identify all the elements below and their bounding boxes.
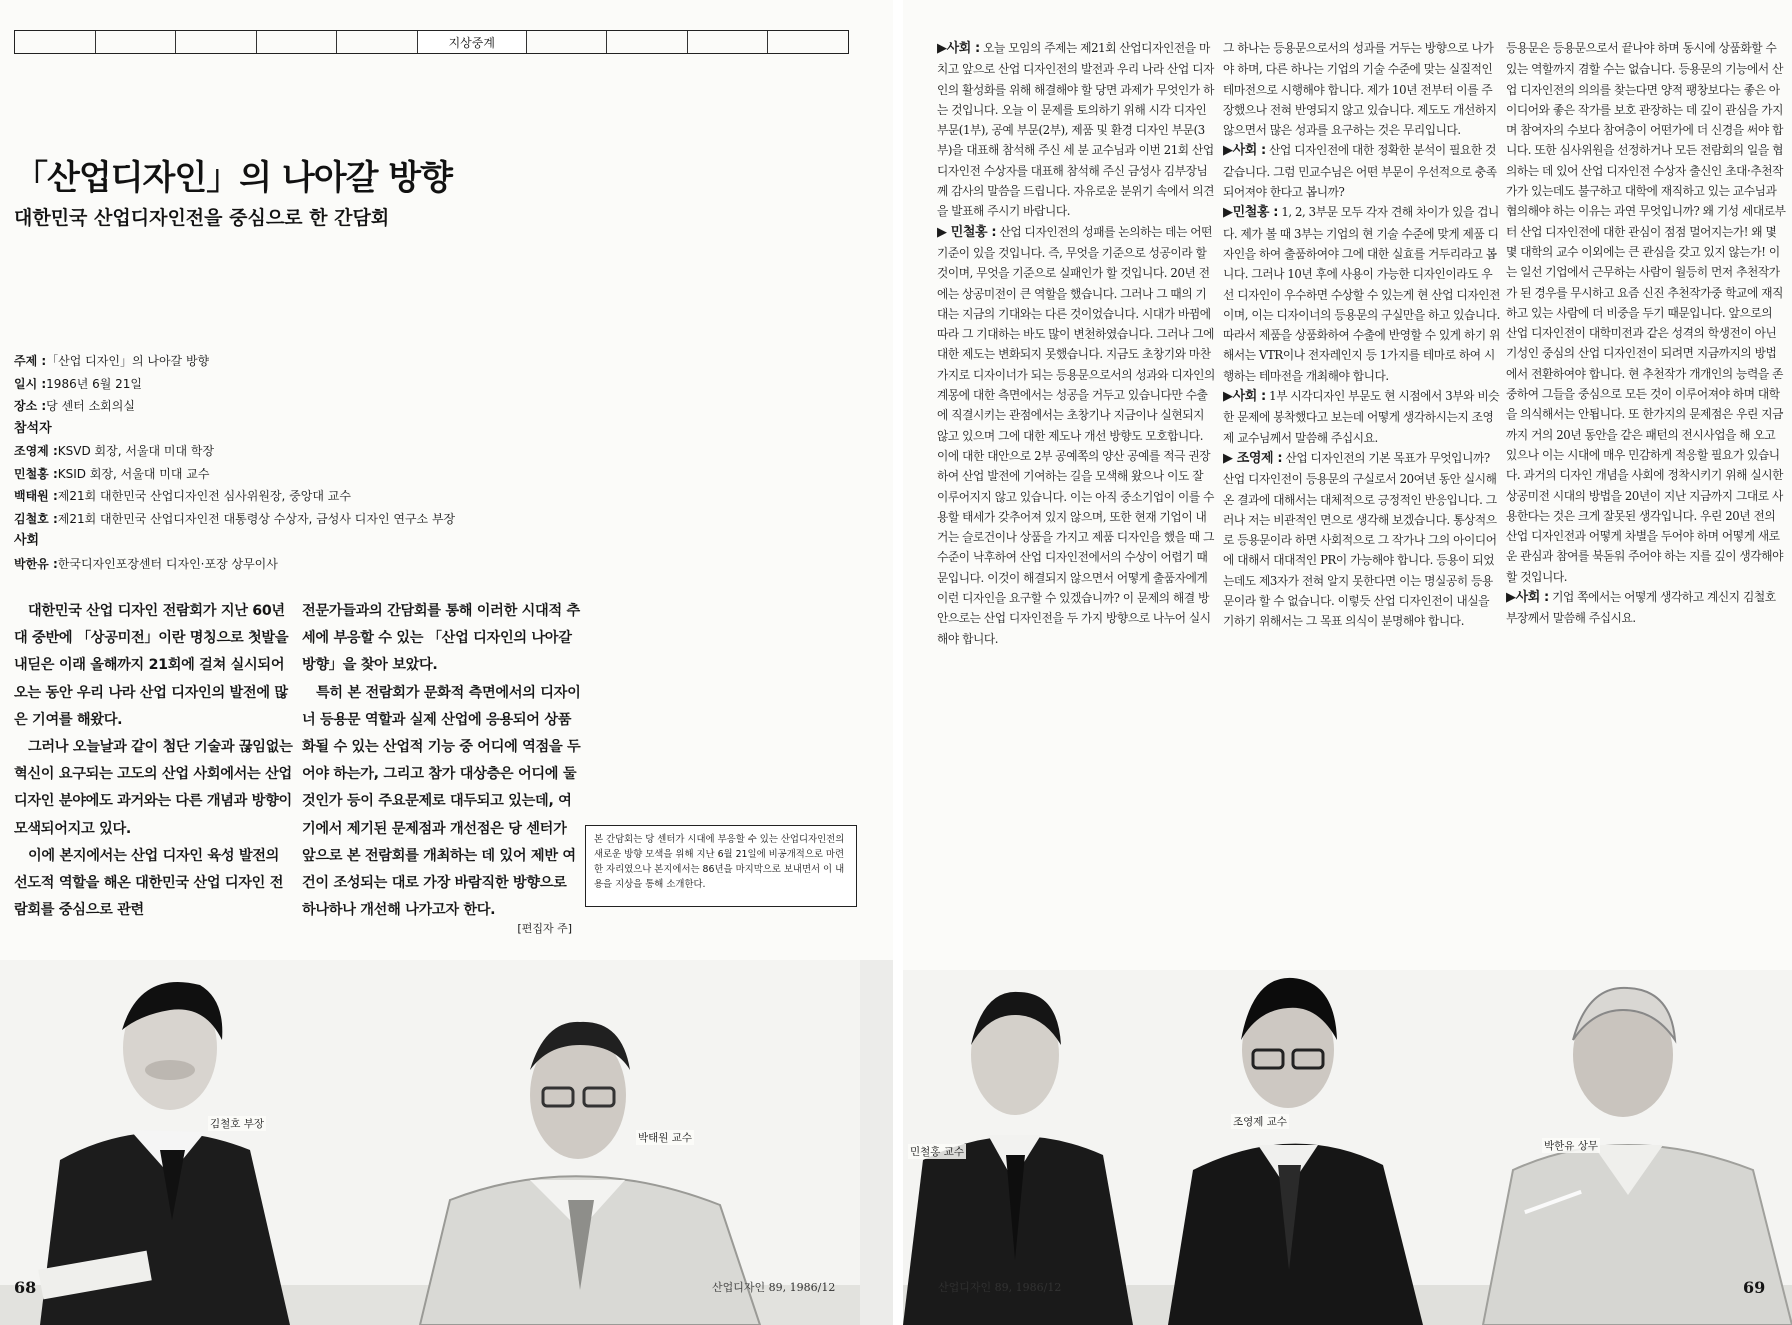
participant-name: 백태원 : xyxy=(14,489,58,503)
intro-column-middle xyxy=(302,598,582,924)
page-gutter xyxy=(893,0,903,1325)
dialogue-paragraph xyxy=(1223,140,1503,202)
moderator-heading: 사회 xyxy=(14,533,40,548)
footer-left: 산업디자인 89, 1986/12 xyxy=(712,1281,836,1294)
footer-right: 산업디자인 89, 1986/12 xyxy=(938,1281,1062,1294)
dialogue-text: 등용문은 등용문으로서 끝나야 하며 동시에 상품화할 수 있는 역할까지 겸할 수는 없습니다. 등용문의 기능에서 산업 디자인전의 의의를 찾는다면 양적 팽창보다는 좋은 아이디어와 좋은 작가를 보호 관장하는 데 깊이 관심을 가지며 참여자의 수보다 참여층이 어떤가에 더 신경을 써야 합니다. 또한 심사위원을 선정하거나 모든 전람회의 일을 협의하는 데 있어 산업 디자인전 수상자 출신인 초대·추천작가가 있는데도 불구하고 대학에 재직하고 있는 교수님과 협의해야 하는 이유는 과연 무엇입니까? 왜 기성 세대로부터 산업 디자인전에 대한 관심이 점점 멀어지는가! 왜 몇몇 대학의 교수 이외에는 큰 관심을 갖고 있지 않는가! 이는 일선 기업에서 근무하는 사람이 월등히 먼저 추천작가가 된 경우를 무시하고 요즘 신진 추천작가중 학교에 재직하고 있는 사람에 더 비중을 두기 때문입니다. 앞으로의 산업 디자인전이 대학미전과 같은 성격의 학생전이 아닌 기성인 중심의 산업 디자인전이 되려면 지금까지의 방법에서 전환하여야 합니다. 현 추천작가 개개인의 능력을 존중하여 그들을 중심으로 모든 것이 이루어져야 하며 대학을 의식해서는 안됩니다. 또 한가지의 문제점은 우린 지금까지 거의 20년 동안을 같은 패턴의 전시사업을 해 오고 있으나 이는 시대에 매우 민감하게 적응할 필요가 있습니다. 과거의 디자인 개념을 사회에 정착시키기 위해 실시한 상공미전 시대의 방법을 20년이 지난 지금까지 그대로 사용한다는 것은 크게 잘못된 생각입니다. 우린 20년 전의 산업 디자인전과 어떻게 차별을 두어야 하며 어떻게 새로운 관심과 참여를 북돋워 주어야 하는 지를 깊이 생각해야 할 것입니다. xyxy=(1506,41,1786,584)
dialogue-paragraph xyxy=(937,38,1217,222)
page-number-right: 69 xyxy=(1743,1278,1766,1297)
intro-paragraph: 대한민국 산업 디자인 전람회가 지난 60년대 중반에 「상공미전」이란 명칭으로 첫발을 내딛은 이래 올해까지 21회에 걸쳐 실시되어 오는 동안 우리 나라 산업 디자인의 발전에 많은 기여를 해왔다. xyxy=(14,603,289,728)
article-subtitle: 대한민국 산업디자인전을 중심으로 한 간담회 xyxy=(14,207,390,229)
moderator-desc: 한국디자인포장센터 디자인·포장 상무이사 xyxy=(57,556,278,571)
article-title: 「산업디자인」의 나아갈 방향 xyxy=(14,158,452,198)
caption-min: 민철홍 교수 xyxy=(910,1146,965,1158)
participants-heading: 참석자 xyxy=(14,420,52,436)
caption-park: 박한유 상무 xyxy=(1544,1140,1599,1152)
dialogue-text: 오늘 모임의 주제는 제21회 산업디자인전을 마치고 앞으로 산업 디자인전의 발전과 우리 나라 산업 디자인의 활성화를 위해 해결해야 할 당면 과제가 무엇인가 하는 것입니다. 오늘 이 문제를 토의하기 위해 시각 디자인 부문(1부), 공예 부문(2부), 제품 및 환경 디자인 부문(3부)을 대표해 참석해 주신 세 분 교수님과 이번 21회 산업 디자인전 수상자를 대표해 참석해 주신 금성사 김부장님께 감사의 말씀을 드립니다. 자유로운 분위기 속에서 의견을 발표해 주시기 바랍니다. xyxy=(937,41,1214,219)
participant-desc: KSID 회장, 서울대 미대 교수 xyxy=(57,466,210,481)
speaker-label: ▶ 조영제 : xyxy=(1223,450,1283,466)
caption-kim: 김철호 부장 xyxy=(210,1118,265,1130)
caption-baek: 박태원 교수 xyxy=(638,1132,693,1144)
meeting-info xyxy=(14,350,574,575)
dialogue-paragraph xyxy=(1223,202,1503,386)
place-label: 장소 : xyxy=(14,399,47,413)
speaker-label: ▶민철홍 : xyxy=(1223,205,1278,221)
speaker-label: ▶사회 : xyxy=(937,41,980,56)
dialogue-paragraph xyxy=(1506,38,1786,587)
right-page xyxy=(903,0,1792,1325)
dialogue-paragraph xyxy=(1506,587,1786,629)
participant-name: 김철호 : xyxy=(14,511,58,526)
dialogue-paragraph xyxy=(937,222,1217,649)
dialogue-paragraph xyxy=(1223,448,1503,632)
text-column-2 xyxy=(1223,38,1503,632)
dialogue-text: 산업 디자인전에 대한 정확한 분석이 필요한 것 같습니다. 그럼 민교수님은 어떤 부문이 우선적으로 충족되어져야 한다고 봅니까? xyxy=(1223,143,1497,200)
editor-note-box: 본 간담회는 당 센터가 시대에 부응할 수 있는 산업디자인전의 새로운 방향 모색을 위해 지난 6월 21일에 비공개적으로 마련한 자리였으나 본지에서는 86년을 마지막으로 보내면서 이 내용을 지상을 통해 소개한다. xyxy=(585,825,857,907)
speaker-label: ▶사회 : xyxy=(1223,143,1266,159)
dialogue-text: 기업 쪽에서는 어떻게 생각하고 계신지 김철호 부장께서 말씀해 주십시요. xyxy=(1506,590,1776,626)
participant-desc: 제21회 대한민국 산업디자인전 심사위원장, 중앙대 교수 xyxy=(57,489,351,503)
text-column-3 xyxy=(1506,38,1786,629)
speaker-label: ▶ 민철홍 : xyxy=(937,224,997,240)
topic-value: 「산업 디자인」의 나아갈 방향 xyxy=(46,354,210,368)
speaker-label: ▶사회 : xyxy=(1223,389,1266,405)
moderator-name: 박한유 : xyxy=(14,556,58,571)
speaker-label: ▶사회 : xyxy=(1506,590,1549,606)
editor-note-label: [편집자 주] xyxy=(517,922,572,935)
left-page xyxy=(0,0,893,1325)
text-column-1 xyxy=(937,38,1217,649)
place-value: 당 센터 소회의실 xyxy=(46,399,135,413)
dialogue-text: 1, 2, 3부문 모두 각자 견해 차이가 있을 겁니다. 제가 볼 때 3부는 기업의 현 기술 수준에 맞게 제품 디자인을 하여 출품하여야 그에 대한 실효를 거두리라고 봅니다. 그러나 10년 후에 사용이 가능한 디자인이라도 우선 디자인이 우수하면 수상할 수 있는게 현 산업 디자인전이며, 이는 디자이너의 등용문의 구실만을 하고 있습니다. 따라서 제품을 상품화하여 수출에 반영할 수 있게 하기 위해서는 VTR이나 전자레인지 등 1가지를 테마로 하여 시행하는 테마전을 개최해야 합니다. xyxy=(1223,205,1500,383)
section-header-bar xyxy=(14,30,849,54)
dialogue-text: 1부 시각디자인 부문도 현 시점에서 3부와 비슷한 문제에 봉착했다고 보는데 어떻게 생각하시는지 조영제 교수님께서 말씀해 주십시요. xyxy=(1223,389,1500,445)
dialogue-text: 산업 디자인전의 기본 목표가 무엇입니까? 산업 디자인전이 등용문의 구실로서 20여년 동안 실시해 온 결과에 대해서는 대체적으로 긍정적인 반응입니다. 그러나 저는 비관적인 면으로 생각해 보겠습니다. 통상적으로 등용문이라 하면 사회적으로 그 작가나 그의 아이디어에 대해서 대대적인 PR이 가능해야 합니다. 등용이 되었는데도 제3자가 전혀 알지 못한다면 이는 명실공히 등용문이라 할 수 없습니다. 이렇듯 산업 디자인전이 내실을 기하기 위해서는 그 목표 의식이 분명해야 합니다. xyxy=(1223,450,1497,629)
caption-cho: 조영제 교수 xyxy=(1233,1116,1288,1128)
dialogue-paragraph xyxy=(1223,386,1503,448)
participant-name: 조영제 : xyxy=(14,444,58,458)
section-label: 지상중계 xyxy=(418,31,526,53)
photo-kim-baek xyxy=(0,960,893,1325)
participant-desc: 제21회 대한민국 산업디자인전 대통령상 수상자, 금성사 디자인 연구소 부장 xyxy=(57,511,456,526)
date-value: 1986년 6월 21일 xyxy=(46,376,143,391)
participant-name: 민철홍 : xyxy=(14,466,58,481)
page-number-left: 68 xyxy=(14,1278,37,1297)
intro-paragraph: 이에 본지에서는 산업 디자인 육성 발전의 선도적 역할을 해온 대한민국 산업 디자인 전람회를 중심으로 관련 xyxy=(14,847,284,919)
dialogue-text: 산업 디자인전의 성패를 논의하는 데는 어떤 기준이 있을 것입니다. 즉, 무엇을 기준으로 성공이라 할 것이며, 무엇을 기준으로 실패인가 할 것입니다. 20년 전에는 상공미전이 큰 역할을 했습니다. 그러나 그 때의 기대는 지금의 기대와는 다른 것이었습니다. 시대가 바뀜에 따라 그 기대하는 바도 많이 변천하였습니다. 그러나 그에 대한 제도는 변화되지 못했습니다. 지금도 초창기와 마찬가지로 디자이너가 되는 등용문으로서의 성과와 디자인의 계몽에 대한 측면에서는 성공을 거두고 있습니다만 수출에 직결시키는 관점에서는 초창기나 지금이나 실현되지 않고 있으며 그에 대한 제도나 개선 방향도 모호합니다. 이에 대한 대안으로 2부 공예쪽의 양산 공예를 적극 권장하여 산업 발전에 기여하는 길을 모색해 왔으나 이도 잘 이루어지지 않고 있습니다. 이는 아직 중소기업이 이를 수용할 태세가 갖추어져 있지 않으며, 또한 현재 기업이 내거는 슬로건이나 상품을 가지고 제품 디자인을 했을 때 그 수준이 낙후하여 산업 디자인전에서의 수상이 어렵기 때문입니다. 이것이 해결되지 않으면서 어떻게 출품자에게 이런 디자인을 요구할 수 있겠습니까? 이 문제의 해결 방안으로는 산업 디자인전을 두 가지 방향으로 나누어 실시해야 합니다. xyxy=(937,224,1215,646)
topic-label: 주제 : xyxy=(14,354,47,368)
photo-min-cho-park xyxy=(903,970,1792,1325)
intro-paragraph: 그러나 오늘날과 같이 첨단 기술과 끊임없는 혁신이 요구되는 고도의 산업 사회에서는 산업 디자인 분야에도 과거와는 다른 개념과 방향이 모색되어지고 있다. xyxy=(14,739,293,837)
date-label: 일시 : xyxy=(14,376,47,391)
dialogue-text: 그 하나는 등용문으로서의 성과를 거두는 방향으로 나가야 하며, 다른 하나는 기업의 기술 수준에 맞는 실질적인 테마전으로 시행해야 합니다. 제가 10년 전부터 이를 주장했으나 전혀 반영되지 않고 있습니다. 제도도 개선하지 않으면서 많은 성과를 요구하는 것은 무리입니다. xyxy=(1223,41,1497,138)
intro-paragraph: 특히 본 전람회가 문화적 측면에서의 디자이너 등용문 역할과 실제 산업에 응용되어 상품화될 수 있는 산업적 기능 중 어디에 역점을 두어야 하는가, 그리고 참가 대상층은 어디에 둘 것인가 등이 주요문제로 대두되고 있는데, 여기에서 제기된 문제점과 개선점은 당 센터가 앞으로 본 전람회를 개최하는 데 있어 제반 여건이 조성되는 대로 가장 바람직한 방향으로 하나하나 개선해 나가고자 한다. xyxy=(302,684,581,919)
intro-column-left xyxy=(14,598,294,924)
intro-paragraph: 전문가들과의 간담회를 통해 이러한 시대적 추세에 부응할 수 있는 「산업 디자인의 나아갈 방향」을 찾아 보았다. xyxy=(302,603,580,674)
dialogue-paragraph xyxy=(1223,38,1503,140)
participant-desc: KSVD 회장, 서울대 미대 학장 xyxy=(57,444,215,458)
